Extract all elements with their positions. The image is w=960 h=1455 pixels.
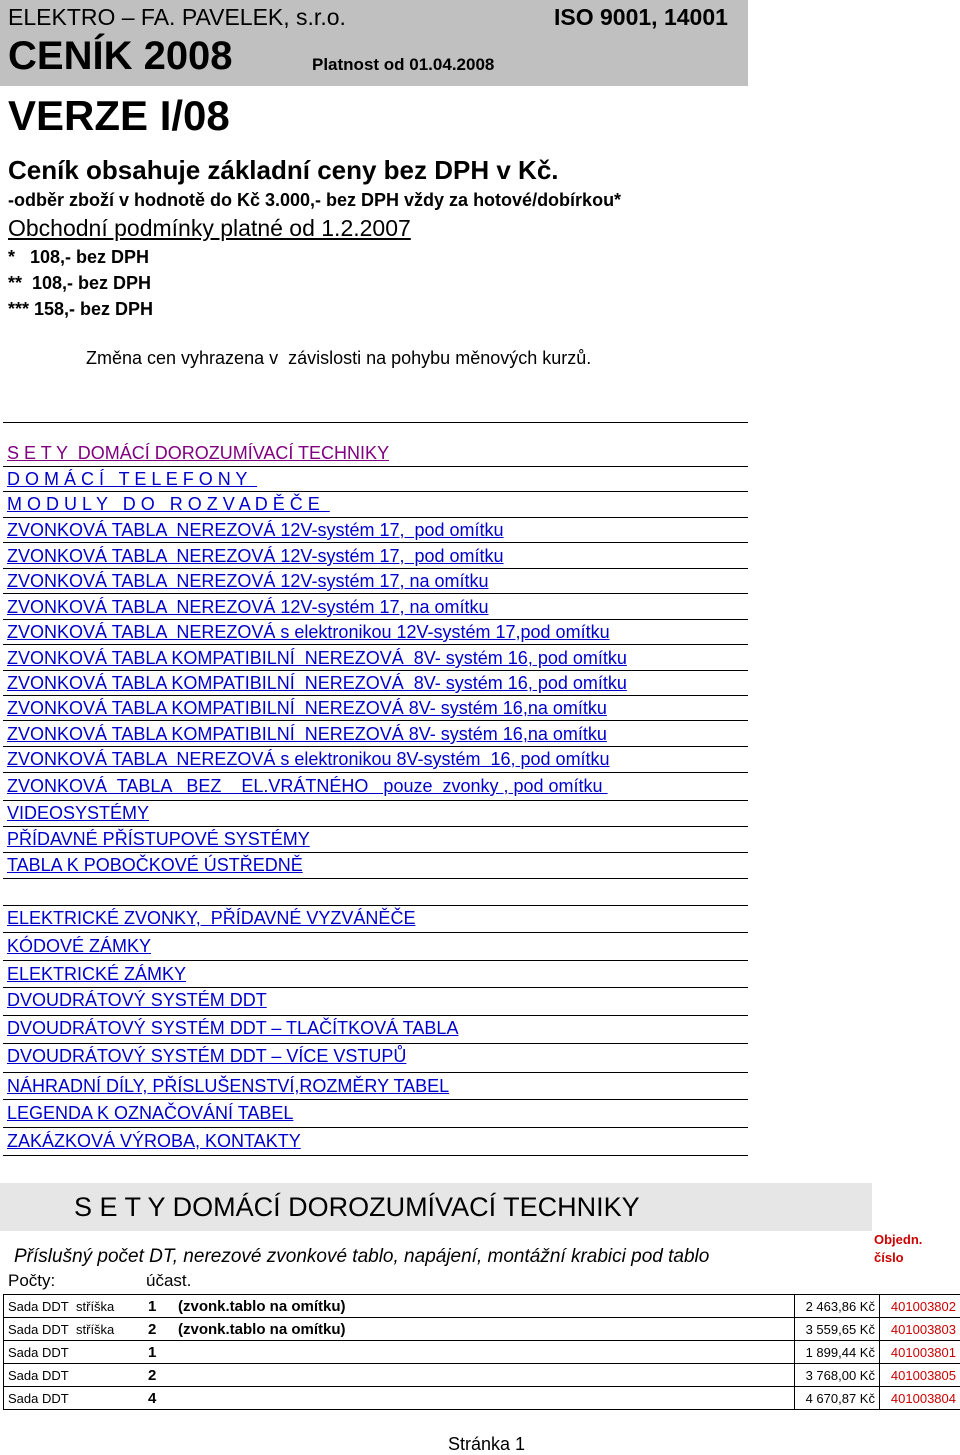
toc-link[interactable]: ZVONKOVÁ TABLA NEREZOVÁ s elektronikou 8V-systém 16, pod omítku [7,749,610,770]
toc-link[interactable]: ZVONKOVÁ TABLA NEREZOVÁ 12V-systém 17, na omítku [7,597,489,618]
section-title: S E T Y DOMÁCÍ DOROZUMÍVACÍ TECHNIKY [74,1192,640,1223]
toc-link[interactable]: S E T Y DOMÁCÍ DOROZUMÍVACÍ TECHNIKY [7,443,389,464]
order-code-cell: 401003804 [879,1387,960,1410]
toc-link[interactable]: D O M Á C Í T E L E F O N Y [7,469,257,490]
toc-link[interactable]: ZVONKOVÁ TABLA BEZ EL.VRÁTNÉHO pouze zvonky , pod omítku [7,776,608,797]
company-name: ELEKTRO – FA. PAVELEK, s.r.o. [8,4,346,31]
divider [3,987,748,988]
price-table [3,1294,960,1410]
product-qty: 1 [148,1344,178,1361]
product-cell [4,1318,795,1341]
divider [3,542,748,543]
divider [3,568,748,569]
divider [3,491,748,492]
order-number-header [874,1231,922,1267]
intro-fee-1: * 108,- bez DPH [8,247,149,268]
intro-line-prices: Ceník obsahuje základní ceny bez DPH v Kč. [8,155,559,186]
divider [3,905,748,906]
order-code-cell: 401003802 [879,1295,960,1318]
product-qty: 2 [148,1321,178,1338]
table-row [4,1364,960,1387]
page-number: Stránka 1 [448,1434,525,1455]
product-qty: 1 [148,1298,178,1315]
order-number-label-1: Objedn. [874,1231,922,1249]
terms-link[interactable]: Obchodní podmínky platné od 1.2.2007 [8,215,411,242]
pricelist-title: CENÍK 2008 [8,34,233,79]
divider [3,1043,748,1044]
product-name: Sada DDT [8,1322,76,1337]
divider [3,800,748,801]
divider [3,720,748,721]
toc-link[interactable]: DVOUDRÁTOVÝ SYSTÉM DDT – VÍCE VSTUPŮ [7,1046,406,1067]
price-cell: 3 768,00 Kč [795,1364,880,1387]
divider [3,422,748,423]
toc-link[interactable]: ZVONKOVÁ TABLA KOMPATIBILNÍ NEREZOVÁ 8V- systém 16,na omítku [7,698,607,719]
section-description: Příslušný počet DT, nerezové zvonkové tablo, napájení, montážní krabici pod tablo [14,1246,709,1268]
divider [3,772,748,773]
product-qty: 4 [148,1390,178,1407]
product-cap: stříška [76,1299,148,1314]
product-name: Sada DDT [8,1391,76,1406]
toc-link[interactable]: ZAKÁZKOVÁ VÝROBA, KONTAKTY [7,1131,301,1152]
divider [3,1072,748,1073]
divider [3,960,748,961]
order-number-label-2: číslo [874,1249,922,1267]
table-row [4,1318,960,1341]
product-name: Sada DDT [8,1368,76,1383]
toc-link[interactable]: PŘÍDAVNÉ PŘÍSTUPOVÉ SYSTÉMY [7,829,310,850]
price-cell: 3 559,65 Kč [795,1318,880,1341]
participants-label: účast. [146,1271,191,1291]
divider [3,1155,748,1156]
validity-date: Platnost od 01.04.2008 [312,55,494,75]
toc-link[interactable]: VIDEOSYSTÉMY [7,803,149,824]
product-name: Sada DDT [8,1299,76,1314]
product-note: (zvonk.tablo na omítku) [178,1321,346,1338]
divider [3,746,748,747]
version-title: VERZE I/08 [8,92,230,140]
divider [3,593,748,594]
table-row [4,1341,960,1364]
toc-link[interactable]: ZVONKOVÁ TABLA NEREZOVÁ s elektronikou 12V-systém 17,pod omítku [7,622,610,643]
product-name: Sada DDT [8,1345,76,1360]
divider [3,878,748,879]
toc-link[interactable]: ZVONKOVÁ TABLA NEREZOVÁ 12V-systém 17, na omítku [7,571,489,592]
price-change-note: Změna cen vyhrazena v závislosti na pohybu měnových kurzů. [86,348,591,369]
product-cell [4,1341,795,1364]
product-cell [4,1295,795,1318]
divider [3,1127,748,1128]
toc-link[interactable]: ZVONKOVÁ TABLA KOMPATIBILNÍ NEREZOVÁ 8V- systém 16, pod omítku [7,673,627,694]
toc-link[interactable]: LEGENDA K OZNAČOVÁNÍ TABEL [7,1103,293,1124]
intro-fee-3: *** 158,- bez DPH [8,299,153,320]
divider [3,695,748,696]
price-cell: 4 670,87 Kč [795,1387,880,1410]
toc-link[interactable]: NÁHRADNÍ DÍLY, PŘÍSLUŠENSTVÍ,ROZMĚRY TABEL [7,1076,449,1097]
toc-link[interactable]: TABLA K POBOČKOVÉ ÚSTŘEDNĚ [7,855,303,876]
toc-link[interactable]: KÓDOVÉ ZÁMKY [7,936,151,957]
price-cell: 2 463,86 Kč [795,1295,880,1318]
iso-certification: ISO 9001, 14001 [554,4,728,31]
divider [3,644,748,645]
divider [3,619,748,620]
order-code-cell: 401003805 [879,1364,960,1387]
counts-label: Počty: [8,1271,55,1291]
intro-line-payment: -odběr zboží v hodnotě do Kč 3.000,- bez DPH vždy za hotové/dobírkou* [8,190,621,211]
toc-link[interactable]: ELEKTRICKÉ ZVONKY, PŘÍDAVNÉ VYZVÁNĚČE [7,908,415,929]
divider [3,852,748,853]
order-code-cell: 401003803 [879,1318,960,1341]
product-qty: 2 [148,1367,178,1384]
toc-link[interactable]: M O D U L Y D O R O Z V A D Ě Č E [7,494,330,515]
divider [3,826,748,827]
toc-link[interactable]: ZVONKOVÁ TABLA KOMPATIBILNÍ NEREZOVÁ 8V- systém 16, pod omítku [7,648,627,669]
product-cell [4,1387,795,1410]
toc-link[interactable]: DVOUDRÁTOVÝ SYSTÉM DDT – TLAČÍTKOVÁ TABLA [7,1018,458,1039]
toc-link[interactable]: ZVONKOVÁ TABLA KOMPATIBILNÍ NEREZOVÁ 8V- systém 16,na omítku [7,724,607,745]
divider [3,932,748,933]
order-code-cell: 401003801 [879,1341,960,1364]
divider [3,466,748,467]
table-row [4,1295,960,1318]
divider [3,670,748,671]
divider [3,1099,748,1100]
toc-link[interactable]: ZVONKOVÁ TABLA NEREZOVÁ 12V-systém 17, pod omítku [7,546,504,567]
toc-link[interactable]: ELEKTRICKÉ ZÁMKY [7,964,186,985]
toc-link[interactable]: DVOUDRÁTOVÝ SYSTÉM DDT [7,990,267,1011]
intro-fee-2: ** 108,- bez DPH [8,273,151,294]
product-cap: stříška [76,1322,148,1337]
table-row [4,1387,960,1410]
product-note: (zvonk.tablo na omítku) [178,1298,346,1315]
price-cell: 1 899,44 Kč [795,1341,880,1364]
divider [3,1015,748,1016]
divider [3,517,748,518]
toc-link[interactable]: ZVONKOVÁ TABLA NEREZOVÁ 12V-systém 17, pod omítku [7,520,504,541]
product-cell [4,1364,795,1387]
